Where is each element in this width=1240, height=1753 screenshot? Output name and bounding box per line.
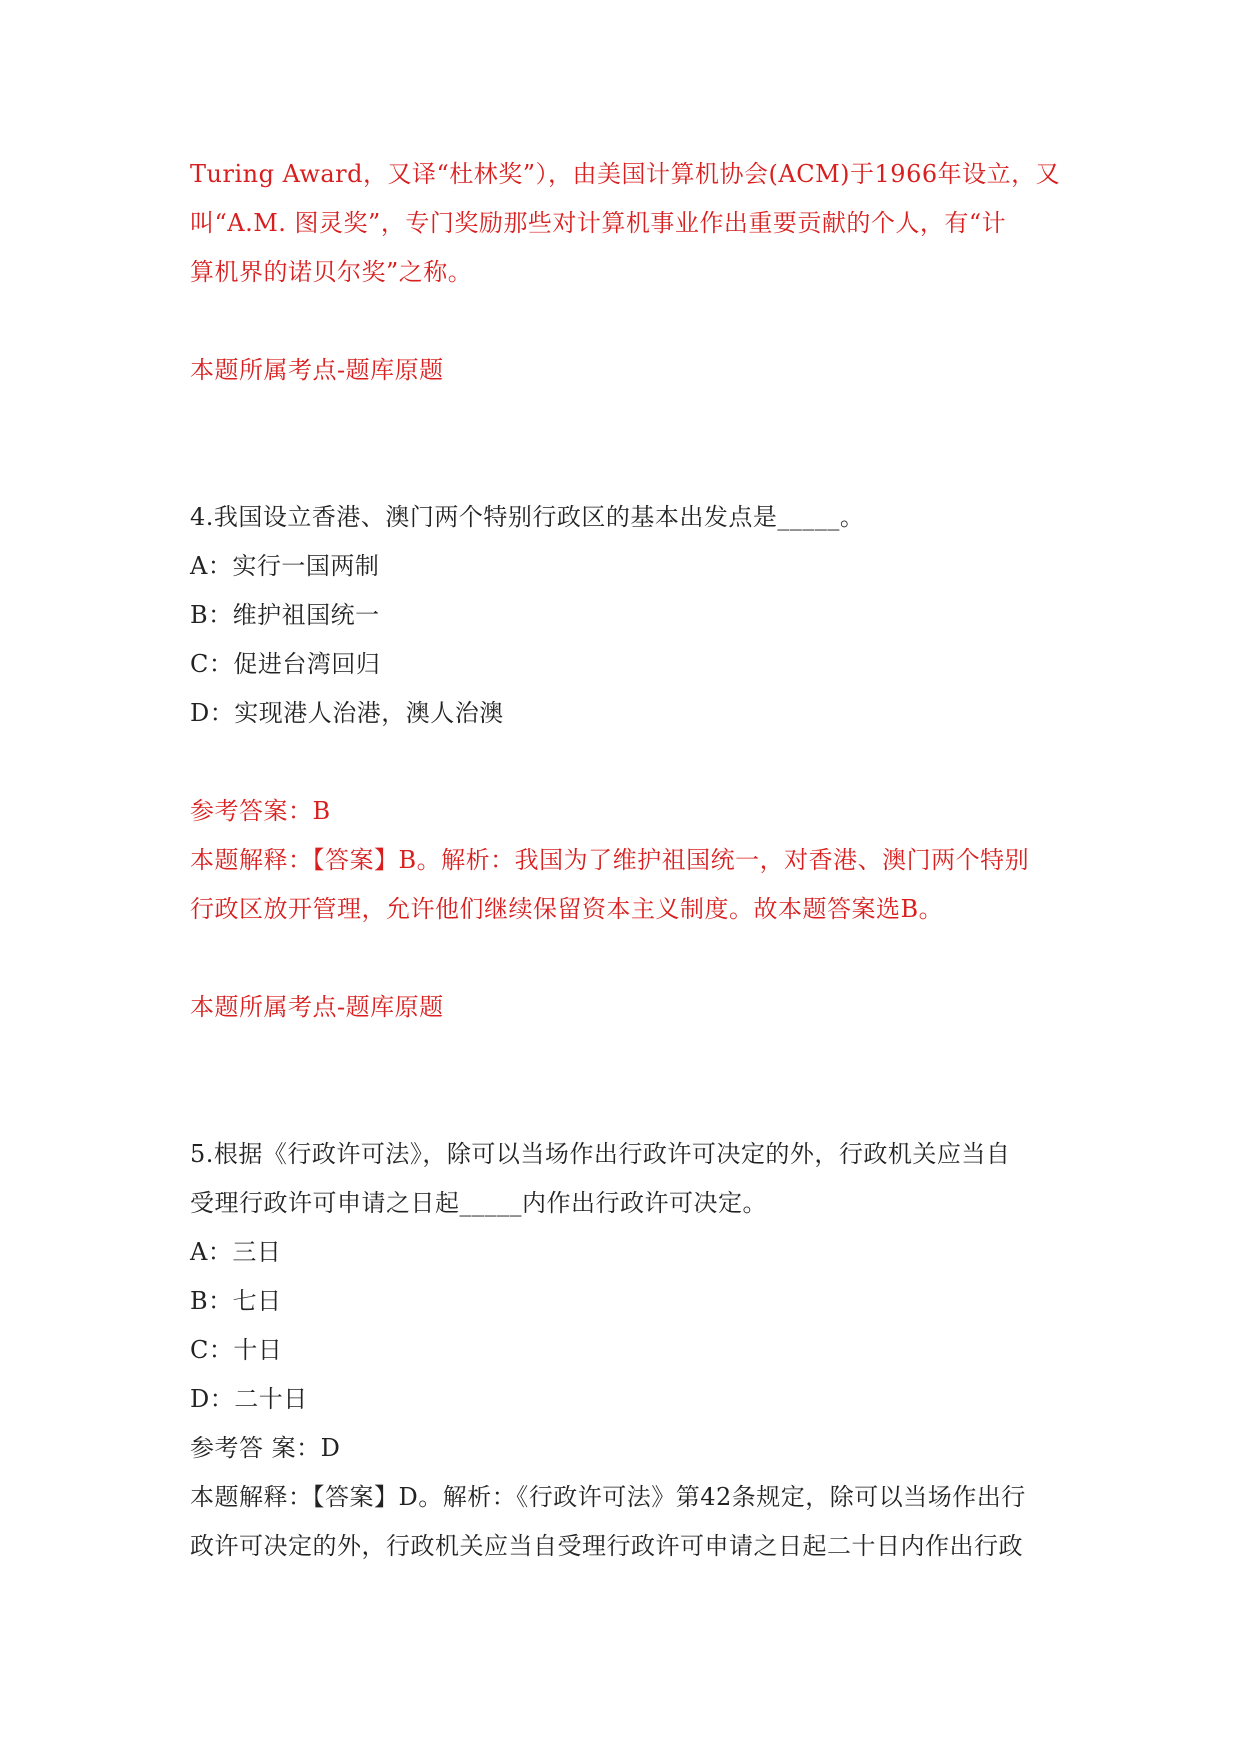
q5-option-b: B：七日 — [190, 1287, 282, 1315]
q5-answer: 参考答 案：D — [190, 1434, 341, 1462]
q4-option-a: A：实行一国两制 — [190, 552, 380, 580]
q5-option-c: C：十日 — [190, 1336, 283, 1364]
q4-topic: 本题所属考点-题库原题 — [190, 993, 444, 1021]
q4-explanation-line-1: 本题解释：【答案】B。解析：我国为了维护祖国统一，对香港、澳门两个特别 — [190, 846, 1030, 874]
q3-explanation-line-1: Turing Award，又译“杜林奖”），由美国计算机协会(ACM)于1966年设立，又 — [190, 160, 1061, 188]
q5-stem-line-1: 5.根据《行政许可法》，除可以当场作出行政许可决定的外，行政机关应当自 — [190, 1140, 1011, 1168]
q5-explanation-line-2: 政许可决定的外，行政机关应当自受理行政许可申请之日起二十日内作出行政 — [190, 1532, 1023, 1560]
q3-topic: 本题所属考点-题库原题 — [190, 356, 444, 384]
q5-stem-line-2: 受理行政许可申请之日起_____内作出行政许可决定。 — [190, 1189, 767, 1217]
q4-explanation-line-2: 行政区放开管理，允许他们继续保留资本主义制度。故本题答案选B。 — [190, 895, 944, 923]
q4-option-d: D：实现港人治港，澳人治澳 — [190, 699, 504, 727]
q3-explanation-line-2: 叫“A.M. 图灵奖”，专门奖励那些对计算机事业作出重要贡献的个人，有“计 — [190, 209, 1007, 237]
q4-option-c: C：促进台湾回归 — [190, 650, 381, 678]
q5-option-d: D：二十日 — [190, 1385, 308, 1413]
q4-answer: 参考答案：B — [190, 797, 331, 825]
q4-stem: 4.我国设立香港、澳门两个特别行政区的基本出发点是_____。 — [190, 503, 865, 531]
q5-explanation-line-1: 本题解释：【答案】D。解析：《行政许可法》第42条规定，除可以当场作出行 — [190, 1483, 1026, 1511]
q3-explanation-line-3: 算机界的诺贝尔奖”之称。 — [190, 258, 473, 286]
q5-option-a: A：三日 — [190, 1238, 282, 1266]
q4-option-b: B：维护祖国统一 — [190, 601, 380, 629]
